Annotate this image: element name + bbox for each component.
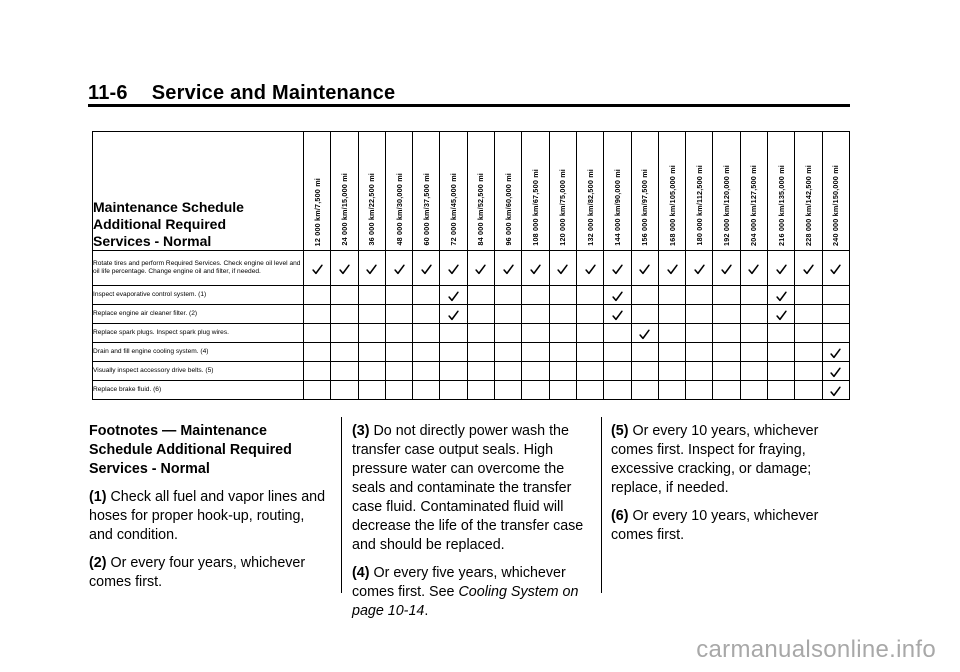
schedule-cell	[604, 251, 631, 286]
schedule-cell	[495, 251, 522, 286]
schedule-cell	[740, 343, 767, 362]
table-title-line: Maintenance Schedule	[93, 199, 244, 215]
interval-column-header	[358, 132, 385, 251]
checkmark-icon	[448, 262, 459, 273]
schedule-cell	[495, 324, 522, 343]
interval-column-header	[576, 132, 603, 251]
service-description: Drain and fill engine cooling system. (4)	[93, 343, 304, 362]
schedule-cell	[331, 381, 358, 400]
schedule-cell	[522, 251, 549, 286]
interval-label: 24 000 km/15,000 mi	[339, 173, 349, 246]
schedule-cell	[358, 251, 385, 286]
footnote-text: Or every four years, whichever comes first.	[89, 555, 306, 590]
checkmark-icon	[776, 308, 787, 319]
service-description: Visually inspect accessory drive belts. (5)	[93, 362, 304, 381]
interval-label: 192 000 km/120,000 mi	[722, 165, 732, 246]
schedule-cell	[522, 343, 549, 362]
schedule-cell	[576, 362, 603, 381]
schedule-cell	[358, 362, 385, 381]
footnote-6	[611, 507, 851, 545]
schedule-cell	[713, 305, 740, 324]
schedule-cell	[331, 343, 358, 362]
schedule-cell	[549, 362, 576, 381]
service-description: Replace engine air cleaner filter. (2)	[93, 305, 304, 324]
schedule-cell	[740, 251, 767, 286]
checkmark-icon	[394, 262, 405, 273]
schedule-cell	[713, 324, 740, 343]
watermark: carmanualsonline.info	[696, 636, 936, 663]
schedule-cell	[822, 305, 849, 324]
interval-label: 168 000 km/105,000 mi	[667, 165, 677, 246]
schedule-cell	[522, 324, 549, 343]
interval-label: 96 000 km/60,000 mi	[503, 173, 513, 246]
schedule-cell	[385, 305, 412, 324]
footnotes-column-1	[89, 422, 329, 601]
interval-column-header	[495, 132, 522, 251]
checkmark-icon	[639, 262, 650, 273]
schedule-cell	[385, 286, 412, 305]
schedule-cell	[658, 305, 685, 324]
schedule-cell	[768, 324, 795, 343]
schedule-cell	[440, 343, 467, 362]
schedule-cell	[522, 362, 549, 381]
schedule-cell	[576, 324, 603, 343]
schedule-cell	[440, 381, 467, 400]
checkmark-icon	[776, 289, 787, 300]
column-divider	[341, 417, 342, 593]
schedule-cell	[795, 286, 822, 305]
schedule-cell	[413, 305, 440, 324]
checkmark-icon	[667, 262, 678, 273]
schedule-cell	[467, 251, 494, 286]
schedule-cell	[713, 362, 740, 381]
schedule-cell	[768, 286, 795, 305]
schedule-cell	[331, 305, 358, 324]
checkmark-icon	[530, 262, 541, 273]
checkmark-icon	[639, 327, 650, 338]
footnote-5	[611, 422, 851, 498]
service-description: Replace brake fluid. (6)	[93, 381, 304, 400]
schedule-cell	[467, 305, 494, 324]
schedule-cell	[631, 343, 658, 362]
checkmark-icon	[830, 262, 841, 273]
schedule-cell	[467, 343, 494, 362]
schedule-cell	[522, 381, 549, 400]
schedule-cell	[413, 381, 440, 400]
schedule-cell	[604, 286, 631, 305]
interval-column-header	[768, 132, 795, 251]
schedule-cell	[768, 362, 795, 381]
schedule-cell	[522, 305, 549, 324]
checkmark-icon	[339, 262, 350, 273]
schedule-cell	[822, 286, 849, 305]
interval-label: 204 000 km/127,500 mi	[749, 165, 759, 246]
interval-column-header	[631, 132, 658, 251]
checkmark-icon	[748, 262, 759, 273]
schedule-cell	[686, 305, 713, 324]
schedule-cell	[631, 381, 658, 400]
schedule-cell	[686, 324, 713, 343]
checkmark-icon	[612, 289, 623, 300]
schedule-cell	[413, 343, 440, 362]
schedule-cell	[713, 251, 740, 286]
interval-label: 144 000 km/90,000 mi	[612, 169, 622, 246]
interval-column-header	[440, 132, 467, 251]
schedule-cell	[304, 324, 331, 343]
schedule-cell	[768, 305, 795, 324]
footnote-1	[89, 488, 329, 545]
checkmark-icon	[694, 262, 705, 273]
schedule-cell	[549, 381, 576, 400]
schedule-cell	[358, 305, 385, 324]
schedule-cell	[440, 286, 467, 305]
schedule-cell	[686, 343, 713, 362]
footnote-label: (5)	[611, 423, 629, 439]
footnote-label: (1)	[89, 489, 107, 505]
checkmark-icon	[721, 262, 732, 273]
schedule-cell	[385, 381, 412, 400]
table-row	[93, 305, 850, 324]
schedule-cell	[549, 305, 576, 324]
interval-column-header	[331, 132, 358, 251]
schedule-cell	[795, 305, 822, 324]
schedule-cell	[440, 305, 467, 324]
maintenance-schedule-table	[92, 131, 850, 400]
checkmark-icon	[448, 308, 459, 319]
schedule-cell	[331, 324, 358, 343]
footnote-text: Do not directly power wash the transfer case output seals. High pressure water can overcome the seals and contaminate the transfer case fluid. Contaminated fluid will decrease the life of the transfer case and should be replaced.	[352, 423, 584, 553]
schedule-cell	[522, 286, 549, 305]
interval-label: 72 000 km/45,000 mi	[449, 173, 459, 246]
table-title	[93, 132, 304, 251]
schedule-cell	[495, 305, 522, 324]
schedule-cell	[713, 381, 740, 400]
table-header-row	[93, 132, 850, 251]
schedule-cell	[576, 251, 603, 286]
checkmark-icon	[312, 262, 323, 273]
schedule-cell	[413, 251, 440, 286]
schedule-cell	[740, 362, 767, 381]
table-title-line: Additional Required	[93, 216, 226, 232]
footnote-text: Or every 10 years, whichever comes first. Inspect for fraying, excessive cracking, or damage; replace, if needed.	[611, 423, 819, 496]
footnote-label: (3)	[352, 423, 370, 439]
section-title: Service and Maintenance	[151, 82, 396, 104]
schedule-cell	[822, 343, 849, 362]
schedule-cell	[795, 324, 822, 343]
interval-column-header	[467, 132, 494, 251]
schedule-cell	[495, 362, 522, 381]
table-title-line: Services - Normal	[93, 233, 212, 249]
schedule-cell	[385, 343, 412, 362]
schedule-cell	[713, 286, 740, 305]
schedule-cell	[385, 362, 412, 381]
checkmark-icon	[803, 262, 814, 273]
schedule-cell	[331, 286, 358, 305]
schedule-cell	[658, 251, 685, 286]
schedule-cell	[358, 324, 385, 343]
service-description: Inspect evaporative control system. (1)	[93, 286, 304, 305]
page-header	[88, 82, 395, 105]
interval-label: 36 000 km/22,500 mi	[367, 173, 377, 246]
checkmark-icon	[830, 384, 841, 395]
interval-column-header	[385, 132, 412, 251]
schedule-cell	[576, 343, 603, 362]
footnote-text-end: .	[424, 603, 429, 619]
footnote-3	[352, 422, 592, 555]
interval-label: 48 000 km/30,000 mi	[394, 173, 404, 246]
table-row	[93, 324, 850, 343]
schedule-cell	[304, 343, 331, 362]
schedule-cell	[604, 381, 631, 400]
schedule-cell	[604, 305, 631, 324]
schedule-cell	[822, 381, 849, 400]
interval-column-header	[304, 132, 331, 251]
schedule-cell	[604, 324, 631, 343]
schedule-cell	[331, 251, 358, 286]
checkmark-icon	[776, 262, 787, 273]
checkmark-icon	[448, 289, 459, 300]
schedule-cell	[604, 343, 631, 362]
schedule-cell	[658, 381, 685, 400]
schedule-cell	[467, 324, 494, 343]
schedule-cell	[413, 286, 440, 305]
interval-column-header	[522, 132, 549, 251]
interval-label: 60 000 km/37,500 mi	[421, 173, 431, 246]
schedule-cell	[467, 362, 494, 381]
schedule-cell	[686, 381, 713, 400]
schedule-cell	[413, 324, 440, 343]
schedule-cell	[304, 286, 331, 305]
checkmark-icon	[830, 365, 841, 376]
schedule-cell	[549, 343, 576, 362]
schedule-cell	[768, 251, 795, 286]
schedule-cell	[304, 362, 331, 381]
interval-label: 132 000 km/82,500 mi	[585, 169, 595, 246]
schedule-cell	[467, 381, 494, 400]
schedule-cell	[822, 324, 849, 343]
table-row	[93, 286, 850, 305]
interval-column-header	[795, 132, 822, 251]
footnote-label: (2)	[89, 555, 107, 571]
schedule-cell	[740, 286, 767, 305]
checkmark-icon	[503, 262, 514, 273]
schedule-cell	[413, 362, 440, 381]
interval-column-header	[686, 132, 713, 251]
schedule-cell	[822, 251, 849, 286]
schedule-cell	[549, 286, 576, 305]
schedule-cell	[604, 362, 631, 381]
service-description: Rotate tires and perform Required Services. Check engine oil level and oil life percentage. Change engine oil and filter, if needed.	[93, 251, 304, 286]
checkmark-icon	[585, 262, 596, 273]
table-row	[93, 362, 850, 381]
footnote-4	[352, 564, 592, 621]
checkmark-icon	[830, 346, 841, 357]
checkmark-icon	[612, 262, 623, 273]
schedule-cell	[768, 343, 795, 362]
schedule-cell	[304, 305, 331, 324]
schedule-cell	[495, 286, 522, 305]
schedule-cell	[740, 381, 767, 400]
footnote-reference-link[interactable]: Cooling System on page 10-14	[352, 584, 579, 619]
schedule-cell	[686, 362, 713, 381]
schedule-cell	[631, 305, 658, 324]
interval-column-header	[604, 132, 631, 251]
interval-column-header	[658, 132, 685, 251]
interval-column-header	[822, 132, 849, 251]
interval-label: 240 000 km/150,000 mi	[831, 165, 841, 246]
schedule-cell	[358, 343, 385, 362]
schedule-cell	[440, 362, 467, 381]
schedule-cell	[631, 324, 658, 343]
footnote-label: (6)	[611, 508, 629, 524]
interval-label: 216 000 km/135,000 mi	[776, 165, 786, 246]
footnote-label: (4)	[352, 565, 370, 581]
header-rule	[88, 104, 850, 107]
schedule-cell	[631, 286, 658, 305]
footnote-text: Or every five years, whichever comes first. See	[352, 565, 566, 600]
schedule-cell	[358, 381, 385, 400]
schedule-cell	[549, 251, 576, 286]
service-description: Replace spark plugs. Inspect spark plug wires.	[93, 324, 304, 343]
schedule-cell	[576, 286, 603, 305]
schedule-cell	[658, 362, 685, 381]
footnotes-column-3	[611, 422, 851, 554]
schedule-cell	[495, 381, 522, 400]
schedule-cell	[385, 251, 412, 286]
schedule-cell	[331, 362, 358, 381]
schedule-cell	[795, 362, 822, 381]
schedule-cell	[631, 251, 658, 286]
schedule-cell	[467, 286, 494, 305]
schedule-cell	[440, 251, 467, 286]
schedule-cell	[822, 362, 849, 381]
schedule-cell	[549, 324, 576, 343]
interval-label: 12 000 km/7,500 mi	[312, 177, 322, 246]
schedule-cell	[658, 324, 685, 343]
footnote-text: Check all fuel and vapor lines and hoses for proper hook-up, routing, and condition.	[89, 489, 326, 543]
schedule-cell	[686, 251, 713, 286]
checkmark-icon	[557, 262, 568, 273]
schedule-cell	[740, 305, 767, 324]
table-row	[93, 381, 850, 400]
checkmark-icon	[366, 262, 377, 273]
schedule-cell	[576, 381, 603, 400]
schedule-cell	[385, 324, 412, 343]
interval-column-header	[549, 132, 576, 251]
interval-column-header	[413, 132, 440, 251]
interval-column-header	[713, 132, 740, 251]
footnote-2	[89, 554, 329, 592]
interval-label: 180 000 km/112,500 mi	[694, 165, 704, 246]
table-row	[93, 251, 850, 286]
interval-label: 156 000 km/97,500 mi	[640, 169, 650, 246]
interval-column-header	[740, 132, 767, 251]
footnotes-title: Footnotes — Maintenance Schedule Additional Required Services - Normal	[89, 423, 292, 477]
schedule-cell	[358, 286, 385, 305]
schedule-cell	[658, 343, 685, 362]
schedule-cell	[740, 324, 767, 343]
schedule-cell	[658, 286, 685, 305]
schedule-cell	[795, 343, 822, 362]
schedule-cell	[576, 305, 603, 324]
schedule-cell	[713, 343, 740, 362]
schedule-cell	[768, 381, 795, 400]
schedule-cell	[795, 381, 822, 400]
footnotes-column-2	[352, 422, 592, 630]
schedule-cell	[304, 381, 331, 400]
interval-label: 84 000 km/52,500 mi	[476, 173, 486, 246]
interval-label: 108 000 km/67,500 mi	[531, 169, 541, 246]
schedule-cell	[495, 343, 522, 362]
table-row	[93, 343, 850, 362]
schedule-cell	[795, 251, 822, 286]
interval-label: 120 000 km/75,000 mi	[558, 169, 568, 246]
column-divider	[601, 417, 602, 593]
page-number: 11-6	[88, 82, 128, 104]
checkmark-icon	[421, 262, 432, 273]
checkmark-icon	[612, 308, 623, 319]
interval-label: 228 000 km/142,500 mi	[803, 165, 813, 246]
schedule-cell	[686, 286, 713, 305]
schedule-cell	[631, 362, 658, 381]
checkmark-icon	[475, 262, 486, 273]
footnote-text: Or every 10 years, whichever comes first.	[611, 508, 819, 543]
schedule-cell	[440, 324, 467, 343]
schedule-cell	[304, 251, 331, 286]
